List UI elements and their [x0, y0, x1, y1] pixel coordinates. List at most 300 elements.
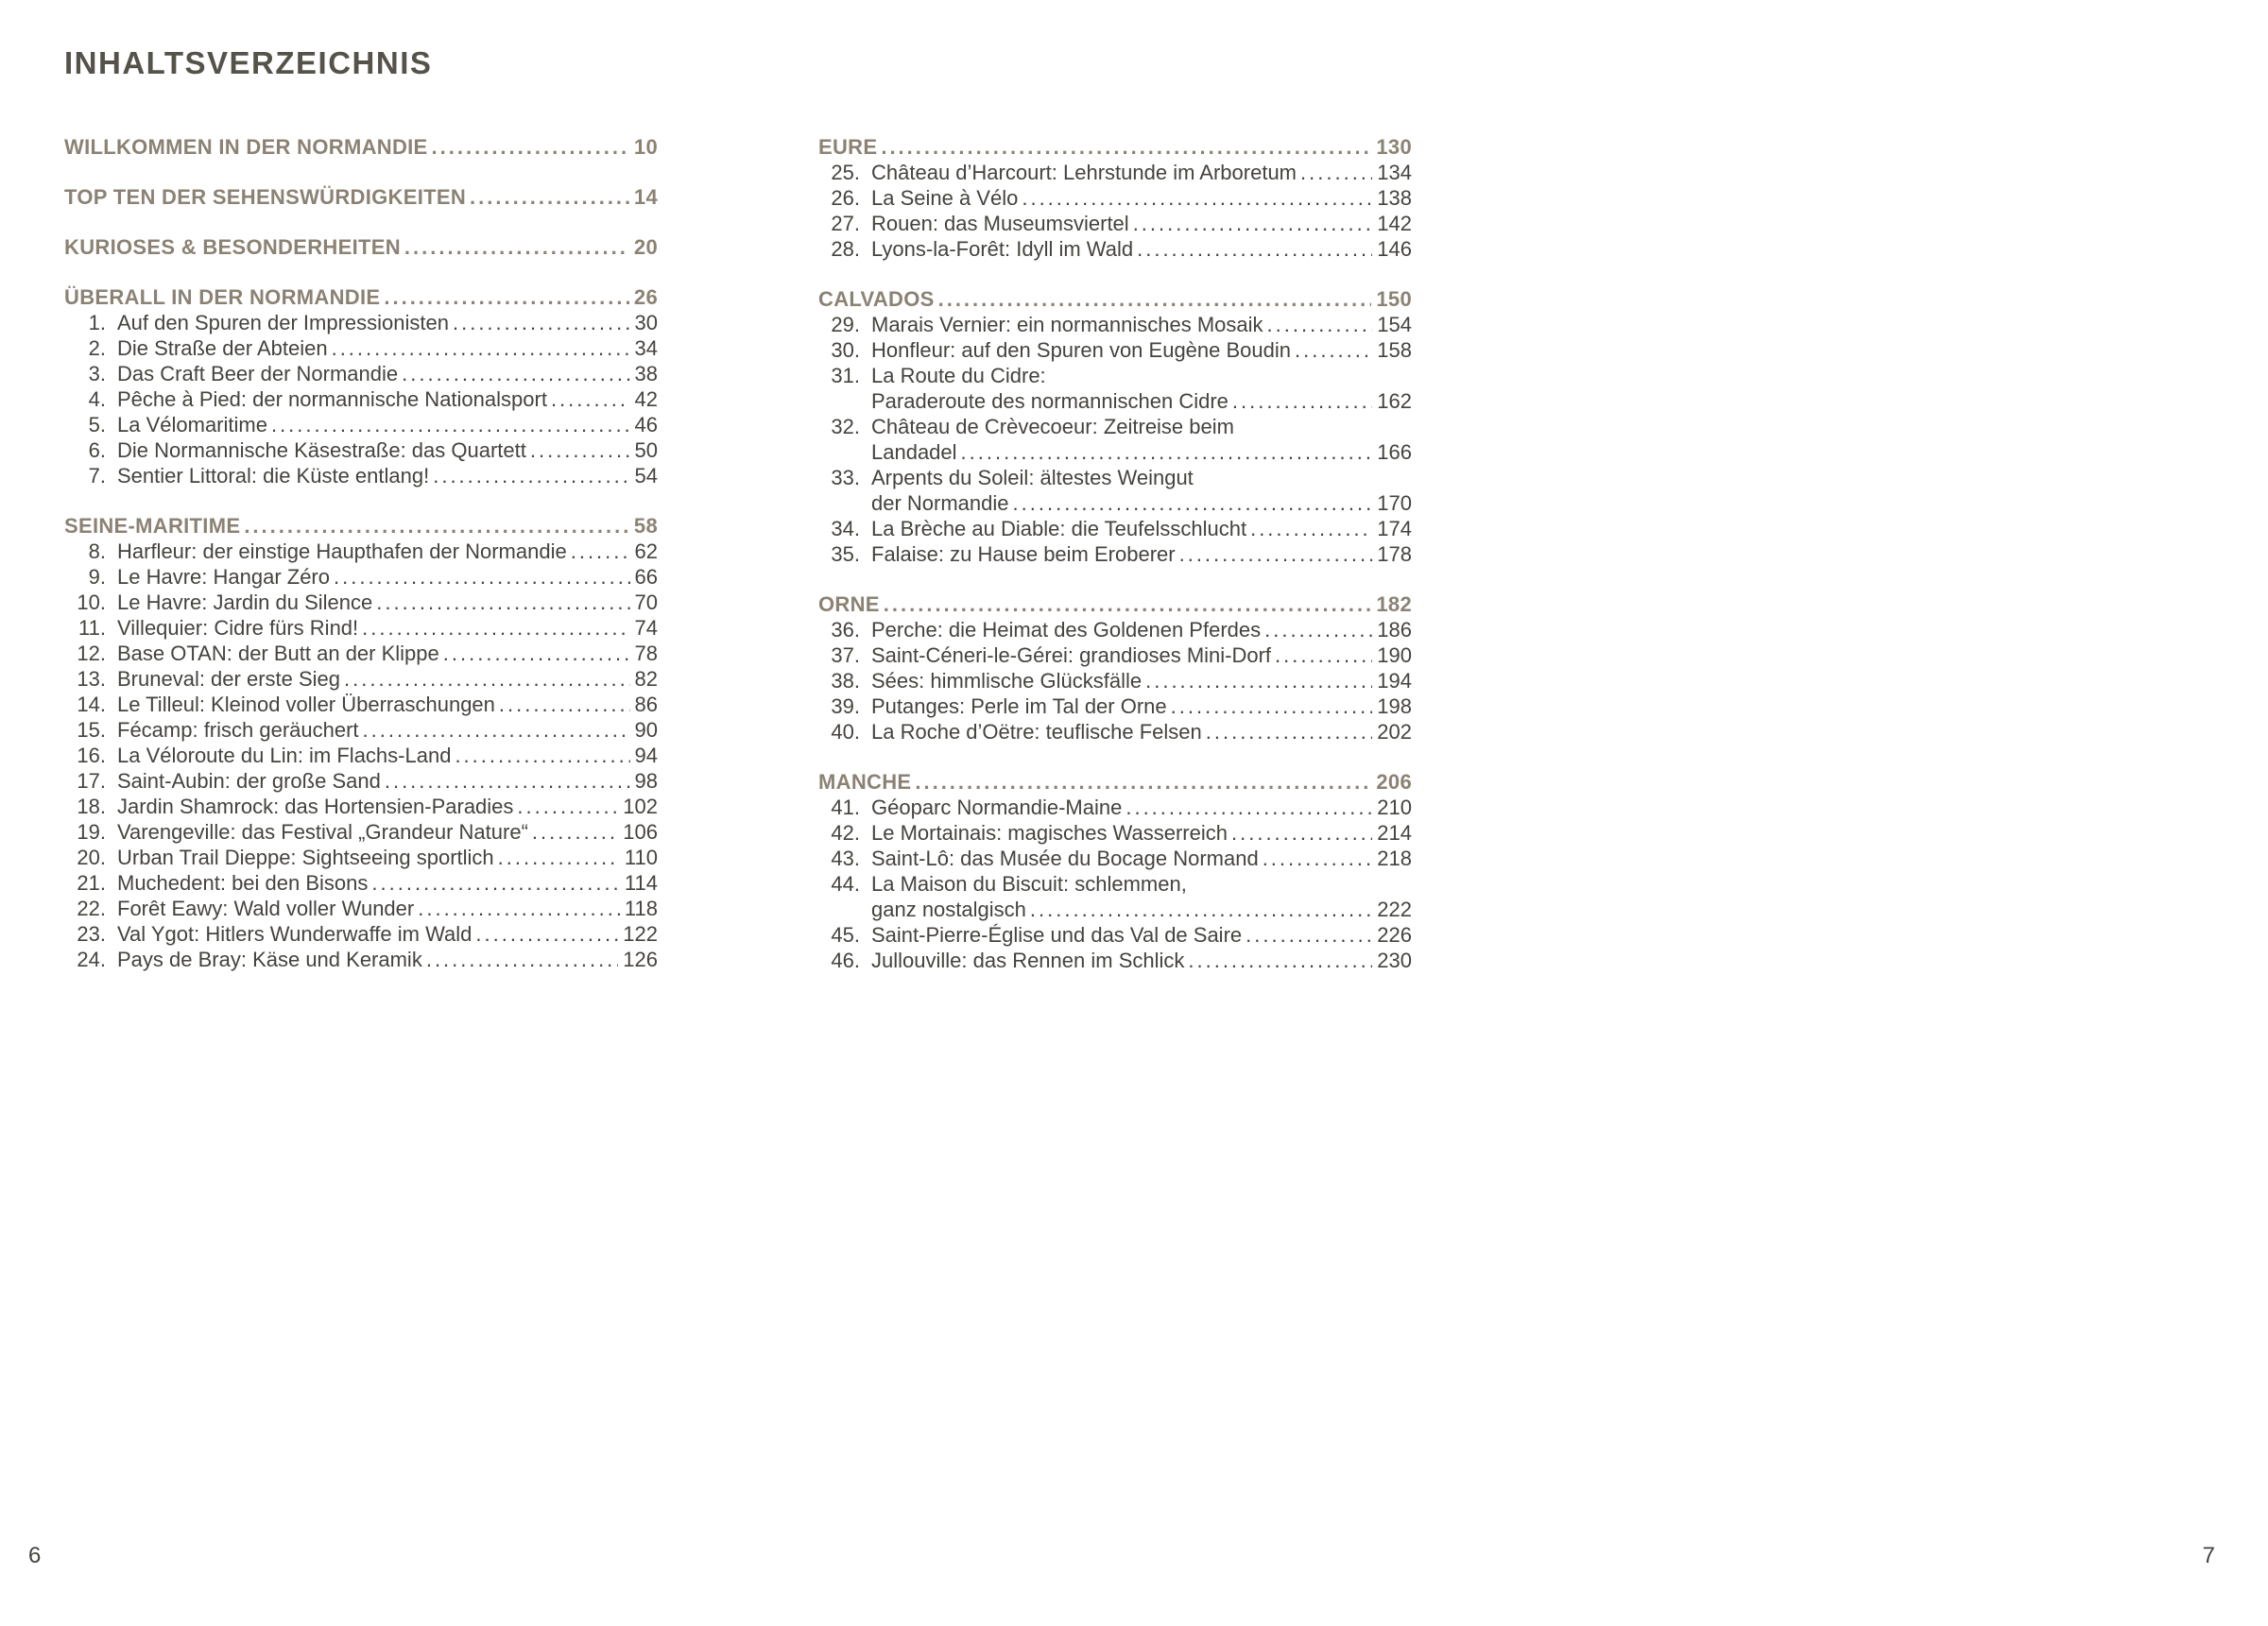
dot-leader [517, 794, 618, 819]
dot-leader [532, 819, 618, 845]
toc-column-right [818, 134, 1412, 998]
dot-leader [1231, 820, 1372, 846]
entry-title-continuation: der Normandie [871, 491, 1009, 515]
entry-number: 4. [88, 387, 106, 411]
entry-page-number: 94 [634, 744, 658, 767]
section-page-number: 206 [1376, 770, 1412, 794]
entry-title: La Maison du Biscuit: schlemmen, [871, 872, 1187, 896]
toc-entry [818, 871, 1412, 922]
section-page-number: 10 [633, 135, 658, 159]
dot-leader [499, 692, 630, 717]
toc-entry-line1 [64, 717, 658, 743]
dot-leader [571, 539, 630, 564]
entry-number: 25. [831, 161, 860, 184]
dot-leader [371, 870, 620, 896]
toc-entry-line1 [818, 363, 1412, 388]
toc-entry-line1 [64, 845, 658, 870]
entry-page-number: 210 [1377, 796, 1412, 819]
toc-entry [818, 668, 1412, 693]
dot-leader [332, 335, 630, 361]
entry-title: Val Ygot: Hitlers Wunderwaffe im Wald [117, 922, 472, 946]
toc-entry-line1 [64, 310, 658, 335]
entry-title: La Roche d’Oëtre: teuflische Felsen [871, 720, 1202, 744]
toc-entry-line2 [818, 439, 1412, 465]
entry-title: Urban Trail Dieppe: Sightseeing sportlich [117, 846, 494, 869]
page-number-left: 6 [28, 1543, 42, 1568]
entry-page-number: 202 [1377, 720, 1412, 744]
entry-number: 36. [831, 618, 860, 642]
toc-entry [818, 465, 1412, 516]
toc-section-items [818, 795, 1412, 973]
entry-number: 5. [88, 413, 106, 436]
toc-entry [64, 819, 658, 845]
toc-entry-line1 [818, 312, 1412, 337]
entry-page-number: 50 [634, 438, 658, 462]
toc-section-items [818, 617, 1412, 745]
entry-title: Muchedent: bei den Bisons [117, 871, 369, 895]
entry-title: Harfleur: der einstige Haupthafen der Normandie [117, 539, 567, 563]
entry-number: 2. [88, 336, 106, 360]
entry-title-continuation: ganz nostalgisch [871, 898, 1026, 921]
toc-entry [64, 539, 658, 564]
toc-entry [64, 564, 658, 590]
entry-page-number: 54 [634, 464, 658, 488]
toc-entry-line1 [64, 794, 658, 819]
toc-entry [818, 719, 1412, 745]
section-page-number: 20 [633, 235, 658, 259]
entry-number: 43. [831, 847, 860, 870]
toc-entry-line1 [818, 185, 1412, 211]
entry-number: 37. [831, 643, 860, 667]
entry-title: Die Normannische Käsestraße: das Quartett [117, 438, 526, 462]
entry-number: 17. [77, 769, 106, 793]
toc-entry [64, 794, 658, 819]
toc-entry-line1 [64, 743, 658, 768]
toc-entry-line1 [818, 236, 1412, 262]
toc-entry-line1 [818, 795, 1412, 820]
entry-number: 14. [77, 693, 106, 716]
entry-page-number: 194 [1377, 669, 1412, 693]
section-title: TOP TEN DER SEHENSWÜRDIGKEITEN [64, 185, 467, 209]
toc-section-heading [818, 591, 1412, 617]
entry-page-number: 214 [1377, 821, 1412, 845]
toc-entry [818, 820, 1412, 846]
toc-entry-line1 [64, 615, 658, 641]
entry-title: Sentier Littoral: die Küste entlang! [117, 464, 430, 488]
entry-title: Saint-Aubin: der große Sand [117, 769, 381, 793]
entry-page-number: 42 [634, 387, 658, 411]
entry-title: Forêt Eawy: Wald voller Wunder [117, 897, 415, 920]
toc-section-items [818, 312, 1412, 567]
toc-section-heading [818, 134, 1412, 160]
section-title: EURE [818, 135, 878, 159]
entry-page-number: 198 [1377, 694, 1412, 718]
entry-title: Arpents du Soleil: ältestes Weingut [871, 466, 1194, 489]
entry-page-number: 66 [634, 565, 658, 589]
toc-entry [64, 845, 658, 870]
toc-entry-line1 [64, 666, 658, 692]
entry-title: Das Craft Beer der Normandie [117, 362, 399, 385]
entry-title: Jullouville: das Rennen im Schlick [871, 949, 1185, 972]
dot-leader [402, 361, 629, 386]
toc-entry-line1 [64, 463, 658, 488]
toc-entry [818, 795, 1412, 820]
entry-page-number: 70 [634, 590, 658, 614]
dot-leader [881, 134, 1371, 160]
entry-title: Marais Vernier: ein normannisches Mosaik [871, 313, 1263, 336]
entry-page-number: 78 [634, 642, 658, 665]
entry-number: 6. [88, 438, 106, 462]
entry-title: Saint-Céneri-le-Gérei: grandioses Mini-Dorf [871, 643, 1272, 667]
dot-leader [384, 284, 629, 310]
entry-page-number: 222 [1377, 898, 1412, 921]
entry-number: 8. [88, 539, 106, 563]
entry-title: Honfleur: auf den Spuren von Eugène Boudin [871, 338, 1291, 362]
toc-entry [818, 337, 1412, 363]
dot-leader [1300, 160, 1372, 185]
toc-entry-line1 [64, 819, 658, 845]
toc-entry [818, 160, 1412, 185]
dot-leader [1264, 617, 1372, 642]
toc-entry [64, 590, 658, 615]
toc-section [64, 184, 658, 210]
page-number-right: 7 [2202, 1543, 2215, 1568]
entry-page-number: 146 [1377, 237, 1412, 261]
toc-entry-line1 [64, 896, 658, 921]
entry-title: Château d’Harcourt: Lehrstunde im Arboretum [871, 161, 1297, 184]
entry-number: 39. [831, 694, 860, 718]
entry-number: 1. [88, 311, 106, 334]
entry-number: 12. [77, 642, 106, 665]
toc-section [64, 284, 658, 488]
entry-number: 7. [88, 464, 106, 488]
toc-entry-line1 [818, 211, 1412, 236]
toc-section-heading [818, 286, 1412, 312]
entry-page-number: 62 [634, 539, 658, 563]
toc-entry-line1 [64, 539, 658, 564]
entry-number: 38. [831, 669, 860, 693]
section-page-number: 150 [1376, 287, 1412, 311]
entry-number: 24. [77, 948, 106, 971]
entry-page-number: 134 [1377, 161, 1412, 184]
toc-entry-line1 [818, 693, 1412, 719]
entry-title: La Route du Cidre: [871, 364, 1046, 387]
entry-page-number: 90 [634, 718, 658, 742]
entry-number: 3. [88, 362, 106, 385]
section-title: CALVADOS [818, 287, 935, 311]
toc-entry [64, 641, 658, 666]
entry-page-number: 38 [634, 362, 658, 385]
toc-column-left [64, 134, 658, 997]
entry-title: Putanges: Perle im Tal der Orne [871, 694, 1167, 718]
toc-entry [64, 335, 658, 361]
entry-number: 46. [831, 949, 860, 972]
entry-page-number: 178 [1377, 542, 1412, 566]
entry-number: 40. [831, 720, 860, 744]
entry-page-number: 86 [634, 693, 658, 716]
entry-title: Falaise: zu Hause beim Eroberer [871, 542, 1176, 566]
dot-leader [961, 439, 1373, 465]
toc-section [818, 134, 1412, 262]
entry-page-number: 46 [634, 413, 658, 436]
toc-entry [818, 948, 1412, 973]
entry-title: Pays de Bray: Käse und Keramik [117, 948, 422, 971]
entry-number: 20. [77, 846, 106, 869]
toc-section-heading [64, 134, 658, 160]
toc-entry [64, 768, 658, 794]
toc-entry [64, 947, 658, 972]
entry-page-number: 166 [1377, 440, 1412, 464]
toc-entry-line2 [818, 490, 1412, 516]
toc-entry [64, 310, 658, 335]
toc-entry [818, 846, 1412, 871]
dot-leader [1267, 312, 1373, 337]
dot-leader [938, 286, 1372, 312]
dot-leader [433, 463, 629, 488]
entry-title: Bruneval: der erste Sieg [117, 667, 341, 691]
toc-entry [64, 717, 658, 743]
toc-entry-line1 [818, 516, 1412, 541]
dot-leader [1137, 236, 1372, 262]
toc-entry-line1 [64, 361, 658, 386]
dot-leader [1246, 922, 1372, 948]
section-page-number: 58 [633, 514, 658, 538]
toc-section [64, 134, 658, 160]
entry-page-number: 138 [1377, 186, 1412, 210]
toc-section-items [64, 310, 658, 488]
toc-entry-line1 [818, 668, 1412, 693]
entry-title: Perche: die Heimat des Goldenen Pferdes [871, 618, 1262, 642]
toc-entry [64, 463, 658, 488]
dot-leader [475, 921, 618, 947]
dot-leader [376, 590, 629, 615]
toc-entry [818, 922, 1412, 948]
entry-number: 41. [831, 796, 860, 819]
dot-leader [1133, 211, 1373, 236]
toc-entry-line1 [64, 564, 658, 590]
entry-page-number: 34 [634, 336, 658, 360]
toc-entry [818, 693, 1412, 719]
dot-leader [363, 717, 630, 743]
dot-leader [470, 184, 629, 210]
toc-section [818, 591, 1412, 745]
toc-section [818, 286, 1412, 567]
dot-leader [1145, 668, 1372, 693]
dot-leader [1275, 642, 1372, 668]
entry-page-number: 122 [623, 922, 658, 946]
entry-title: Le Mortainais: magisches Wasserreich [871, 821, 1228, 845]
entry-title: Villequier: Cidre fürs Rind! [117, 616, 359, 640]
entry-number: 30. [831, 338, 860, 362]
entry-number: 10. [77, 590, 106, 614]
entry-title: Varengeville: das Festival „Grandeur Nature“ [117, 820, 528, 844]
entry-page-number: 162 [1377, 389, 1412, 413]
entry-title: Auf den Spuren der Impressionisten [117, 311, 449, 334]
toc-entry-line1 [818, 820, 1412, 846]
dot-leader [1263, 846, 1373, 871]
entry-title: Géoparc Normandie-Maine [871, 796, 1123, 819]
toc-entry-line1 [64, 590, 658, 615]
toc-entry [818, 312, 1412, 337]
section-title: SEINE-MARITIME [64, 514, 241, 538]
page-title: INHALTSVERZEICHNIS [64, 45, 433, 80]
entry-title: Fécamp: frisch geräuchert [117, 718, 359, 742]
entry-number: 31. [831, 364, 860, 387]
dot-leader [530, 437, 630, 463]
toc-section [64, 234, 658, 260]
toc-entry-line1 [64, 335, 658, 361]
entry-page-number: 30 [634, 311, 658, 334]
entry-title: Le Havre: Jardin du Silence [117, 590, 373, 614]
toc-section-heading [64, 234, 658, 260]
toc-entry [64, 386, 658, 412]
toc-entry-line1 [64, 768, 658, 794]
section-page-number: 26 [633, 285, 658, 309]
toc-section-heading [818, 769, 1412, 795]
toc-entry [64, 743, 658, 768]
section-page-number: 14 [633, 185, 658, 209]
toc-entry-line1 [64, 386, 658, 412]
entry-page-number: 174 [1377, 517, 1412, 540]
entry-title: La Véloroute du Lin: im Flachs-Land [117, 744, 452, 767]
toc-entry [818, 541, 1412, 567]
entry-title: Rouen: das Museumsviertel [871, 212, 1129, 235]
entry-page-number: 74 [634, 616, 658, 640]
toc-entry [64, 870, 658, 896]
toc-entry-line1 [818, 871, 1412, 897]
toc-section-items [818, 160, 1412, 262]
dot-leader [884, 591, 1372, 617]
entry-page-number: 158 [1377, 338, 1412, 362]
toc-section-items [64, 539, 658, 972]
toc-entry [818, 185, 1412, 211]
dot-leader [551, 386, 630, 412]
entry-number: 22. [77, 897, 106, 920]
entry-title: La Brèche au Diable: die Teufelsschlucht [871, 517, 1247, 540]
entry-title-continuation: Landadel [871, 440, 957, 464]
entry-page-number: 186 [1377, 618, 1412, 642]
dot-leader [432, 134, 629, 160]
toc-entry-line1 [64, 692, 658, 717]
dot-leader [344, 666, 629, 692]
entry-number: 21. [77, 871, 106, 895]
entry-number: 18. [77, 795, 106, 818]
toc-entry [818, 414, 1412, 465]
section-page-number: 130 [1376, 135, 1412, 159]
entry-page-number: 170 [1377, 491, 1412, 515]
toc-entry-line1 [64, 921, 658, 947]
toc-entry-line1 [64, 412, 658, 437]
dot-leader [334, 564, 630, 590]
toc-section-heading [64, 513, 658, 539]
entry-title: Sées: himmlische Glücksfälle [871, 669, 1143, 693]
entry-number: 45. [831, 923, 860, 947]
entry-number: 28. [831, 237, 860, 261]
toc-entry [818, 516, 1412, 541]
entry-page-number: 102 [623, 795, 658, 818]
toc-entry [64, 896, 658, 921]
dot-leader [404, 234, 629, 260]
dot-leader [362, 615, 629, 641]
section-title: ORNE [818, 592, 880, 616]
toc-entry-line1 [818, 846, 1412, 871]
dot-leader [1206, 719, 1373, 745]
entry-title: Le Tilleul: Kleinod voller Überraschungen [117, 693, 495, 716]
toc-entry-line1 [64, 641, 658, 666]
entry-page-number: 142 [1377, 212, 1412, 235]
toc-section-heading [64, 284, 658, 310]
dot-leader [1171, 693, 1373, 719]
section-title: ÜBERALL IN DER NORMANDIE [64, 285, 381, 309]
toc-entry-line1 [818, 719, 1412, 745]
entry-page-number: 218 [1377, 847, 1412, 870]
dot-leader [1188, 948, 1372, 973]
entry-title: Jardin Shamrock: das Hortensien-Paradies [117, 795, 514, 818]
dot-leader [498, 845, 620, 870]
toc-section [64, 513, 658, 972]
entry-page-number: 226 [1377, 923, 1412, 947]
toc-entry [818, 236, 1412, 262]
toc-entry-line1 [818, 617, 1412, 642]
entry-number: 23. [77, 922, 106, 946]
dot-leader [915, 769, 1371, 795]
dot-leader [1179, 541, 1373, 567]
section-title: WILLKOMMEN IN DER NORMANDIE [64, 135, 428, 159]
entry-page-number: 110 [624, 846, 658, 869]
entry-title: Base OTAN: der Butt an der Klippe [117, 642, 439, 665]
toc-entry-line1 [818, 642, 1412, 668]
dot-leader [426, 947, 618, 972]
toc-entry-line1 [818, 948, 1412, 973]
entry-number: 27. [831, 212, 860, 235]
dot-leader [271, 412, 630, 437]
entry-title-continuation: Paraderoute des normannischen Cidre [871, 389, 1228, 413]
entry-number: 15. [77, 718, 106, 742]
entry-page-number: 126 [623, 948, 658, 971]
entry-number: 26. [831, 186, 860, 210]
toc-section [818, 769, 1412, 973]
toc-entry-line1 [818, 414, 1412, 439]
toc-entry [64, 437, 658, 463]
dot-leader [244, 513, 629, 539]
entry-number: 29. [831, 313, 860, 336]
toc-entry [818, 211, 1412, 236]
entry-page-number: 190 [1377, 643, 1412, 667]
toc-entry-line1 [818, 465, 1412, 490]
toc-entry [64, 666, 658, 692]
entry-number: 9. [88, 565, 106, 589]
toc-entry-line1 [64, 437, 658, 463]
dot-leader [1022, 185, 1372, 211]
entry-title: Die Straße der Abteien [117, 336, 328, 360]
entry-page-number: 82 [634, 667, 658, 691]
entry-number: 34. [831, 517, 860, 540]
dot-leader [455, 743, 629, 768]
dot-leader [1013, 490, 1373, 516]
dot-leader [1125, 795, 1372, 820]
entry-title: Saint-Pierre-Église und das Val de Saire [871, 923, 1243, 947]
entry-number: 16. [77, 744, 106, 767]
toc-entry-line1 [818, 337, 1412, 363]
entry-number: 13. [77, 667, 106, 691]
toc-entry-line1 [818, 922, 1412, 948]
toc-section-heading [64, 184, 658, 210]
dot-leader [418, 896, 620, 921]
toc-entry-line1 [818, 160, 1412, 185]
entry-page-number: 230 [1377, 949, 1412, 972]
toc-entry-line2 [818, 897, 1412, 922]
entry-title: Le Havre: Hangar Zéro [117, 565, 330, 589]
